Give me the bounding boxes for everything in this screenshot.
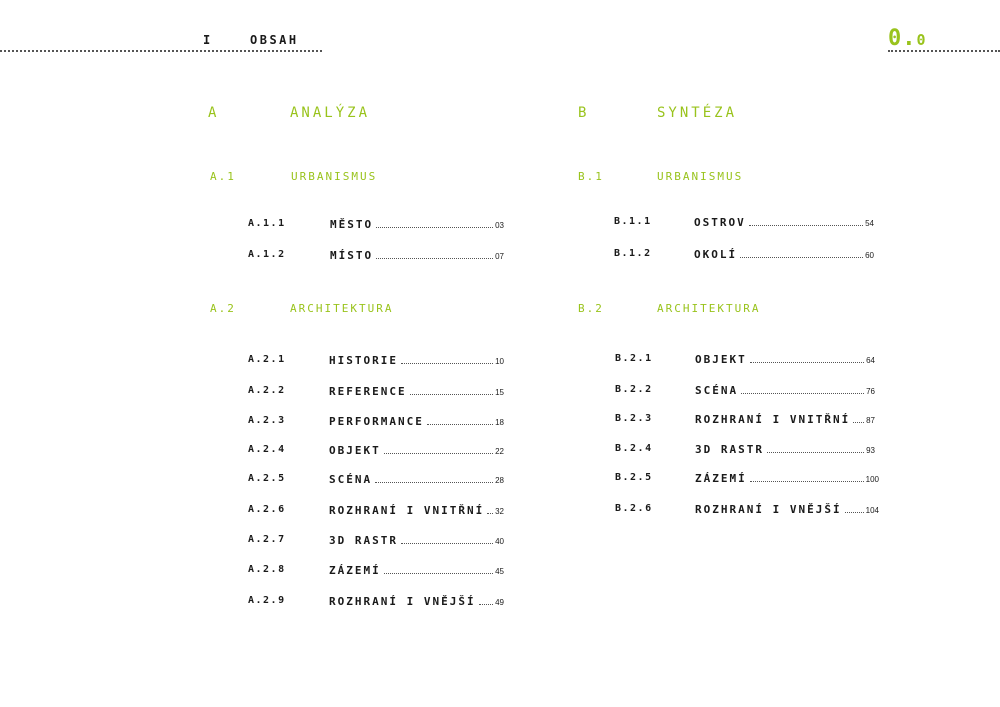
entry-page: 93 — [866, 446, 875, 455]
entry-label: ROZHRANÍ I VNITŘNÍ — [329, 504, 485, 517]
dot-leader — [487, 513, 493, 514]
entry-label: ROZHRANÍ I VNĚJŠÍ — [329, 595, 476, 608]
entry-page: 104 — [865, 506, 879, 515]
entry-page: 18 — [495, 418, 504, 427]
section-b-title: SYNTÉZA — [657, 105, 738, 121]
dot-leader — [740, 257, 863, 258]
entry-page: 100 — [865, 475, 879, 484]
entry-page: 10 — [495, 357, 504, 366]
entry-page: 28 — [495, 476, 504, 485]
entry-number: A.2.1 — [248, 354, 286, 365]
subsection-a2-code: A.2 — [210, 302, 236, 315]
toc-entry-a-2-3[interactable] — [248, 415, 504, 429]
dot-leader — [376, 258, 493, 259]
dot-leader — [479, 604, 494, 605]
toc-entry-a-2-1[interactable] — [248, 354, 504, 368]
entry-page: 87 — [866, 416, 875, 425]
dot-leader — [853, 422, 864, 423]
entry-label: ROZHRANÍ I VNITŘNÍ — [695, 413, 851, 426]
toc-entry-b-2-3[interactable] — [615, 413, 875, 427]
dot-leader — [376, 227, 493, 228]
toc-entry-b-1-2[interactable] — [614, 248, 874, 262]
entry-number: A.1.2 — [248, 249, 286, 260]
toc-entry-a-1-2[interactable] — [248, 249, 504, 263]
entry-page: 22 — [495, 447, 504, 456]
entry-number: A.2.2 — [248, 385, 286, 396]
entry-number: B.2.4 — [615, 443, 653, 454]
entry-label: OBJEKT — [329, 444, 381, 457]
dot-leader — [845, 512, 864, 513]
toc-entry-b-1-1[interactable] — [614, 216, 874, 230]
entry-number: A.2.8 — [248, 564, 286, 575]
subsection-a1-title: URBANISMUS — [291, 170, 378, 183]
entry-page: 07 — [495, 252, 504, 261]
entry-page: 60 — [865, 251, 874, 260]
toc-entry-a-2-8[interactable] — [248, 564, 504, 578]
toc-entry-a-1-1[interactable] — [248, 218, 504, 232]
toc-entry-b-2-5[interactable] — [615, 472, 879, 486]
dot-leader — [384, 573, 493, 574]
dot-leader — [401, 543, 493, 544]
dot-leader — [750, 481, 864, 482]
entry-label: ROZHRANÍ I VNĚJŠÍ — [695, 503, 842, 516]
entry-page: 54 — [865, 219, 874, 228]
entry-number: B.2.2 — [615, 384, 653, 395]
subsection-a2-title: ARCHITEKTURA — [290, 302, 394, 315]
entry-page: 15 — [495, 388, 504, 397]
toc-entry-a-2-2[interactable] — [248, 385, 504, 399]
section-a-title: ANALÝZA — [290, 105, 371, 121]
dot-leader — [741, 393, 864, 394]
subsection-b2-title: ARCHITEKTURA — [657, 302, 761, 315]
entry-label: MĚSTO — [330, 218, 374, 231]
entry-label: SCÉNA — [695, 384, 739, 397]
entry-number: B.2.1 — [615, 353, 653, 364]
section-number: I — [203, 33, 213, 47]
dot-leader — [427, 424, 493, 425]
entry-number: A.2.3 — [248, 415, 286, 426]
toc-entry-b-2-6[interactable] — [615, 503, 879, 517]
entry-label: ZÁZEMÍ — [329, 564, 381, 577]
toc-entry-a-2-5[interactable] — [248, 473, 504, 487]
entry-label: HISTORIE — [329, 354, 398, 367]
entry-number: A.2.9 — [248, 595, 286, 606]
page-number — [888, 26, 927, 51]
entry-page: 64 — [866, 356, 875, 365]
entry-label: 3D RASTR — [695, 443, 764, 456]
subsection-b1-code: B.1 — [578, 170, 604, 183]
toc-entry-b-2-1[interactable] — [615, 353, 875, 367]
toc-entry-b-2-2[interactable] — [615, 384, 875, 398]
entry-number: B.2.5 — [615, 472, 653, 483]
toc-entry-a-2-7[interactable] — [248, 534, 504, 548]
page-number-sub: 0 — [916, 31, 927, 49]
entry-label: REFERENCE — [329, 385, 407, 398]
subsection-b2-code: B.2 — [578, 302, 604, 315]
toc-entry-a-2-9[interactable] — [248, 595, 504, 609]
entry-number: A.2.4 — [248, 444, 286, 455]
dot-leader — [375, 482, 493, 483]
entry-page: 32 — [495, 507, 504, 516]
page-title: OBSAH — [250, 33, 299, 47]
entry-label: 3D RASTR — [329, 534, 398, 547]
dot-leader — [384, 453, 493, 454]
entry-number: A.2.7 — [248, 534, 286, 545]
entry-label: ZÁZEMÍ — [695, 472, 747, 485]
entry-page: 76 — [866, 387, 875, 396]
entry-label: OKOLÍ — [694, 248, 738, 261]
subsection-b1-title: URBANISMUS — [657, 170, 744, 183]
entry-number: B.2.3 — [615, 413, 653, 424]
entry-page: 03 — [495, 221, 504, 230]
entry-label: PERFORMANCE — [329, 415, 424, 428]
entry-label: SCÉNA — [329, 473, 373, 486]
dot-leader — [767, 452, 864, 453]
header-rule-left — [0, 50, 322, 52]
entry-page: 45 — [495, 567, 504, 576]
page-number-main: 0. — [888, 26, 917, 51]
section-b-letter: B — [578, 105, 590, 121]
entry-label: MÍSTO — [330, 249, 374, 262]
toc-entry-a-2-4[interactable] — [248, 444, 504, 458]
toc-entry-a-2-6[interactable] — [248, 504, 504, 518]
entry-label: OBJEKT — [695, 353, 747, 366]
entry-page: 49 — [495, 598, 504, 607]
entry-number: A.2.5 — [248, 473, 286, 484]
entry-label: OSTROV — [694, 216, 746, 229]
dot-leader — [750, 362, 864, 363]
entry-number: A.1.1 — [248, 218, 286, 229]
dot-leader — [749, 225, 863, 226]
entry-number: B.1.1 — [614, 216, 652, 227]
entry-page: 40 — [495, 537, 504, 546]
section-a-letter: A — [208, 105, 220, 121]
entry-number: A.2.6 — [248, 504, 286, 515]
dot-leader — [401, 363, 493, 364]
entry-number: B.2.6 — [615, 503, 653, 514]
entry-number: B.1.2 — [614, 248, 652, 259]
dot-leader — [410, 394, 493, 395]
toc-entry-b-2-4[interactable] — [615, 443, 875, 457]
subsection-a1-code: A.1 — [210, 170, 236, 183]
